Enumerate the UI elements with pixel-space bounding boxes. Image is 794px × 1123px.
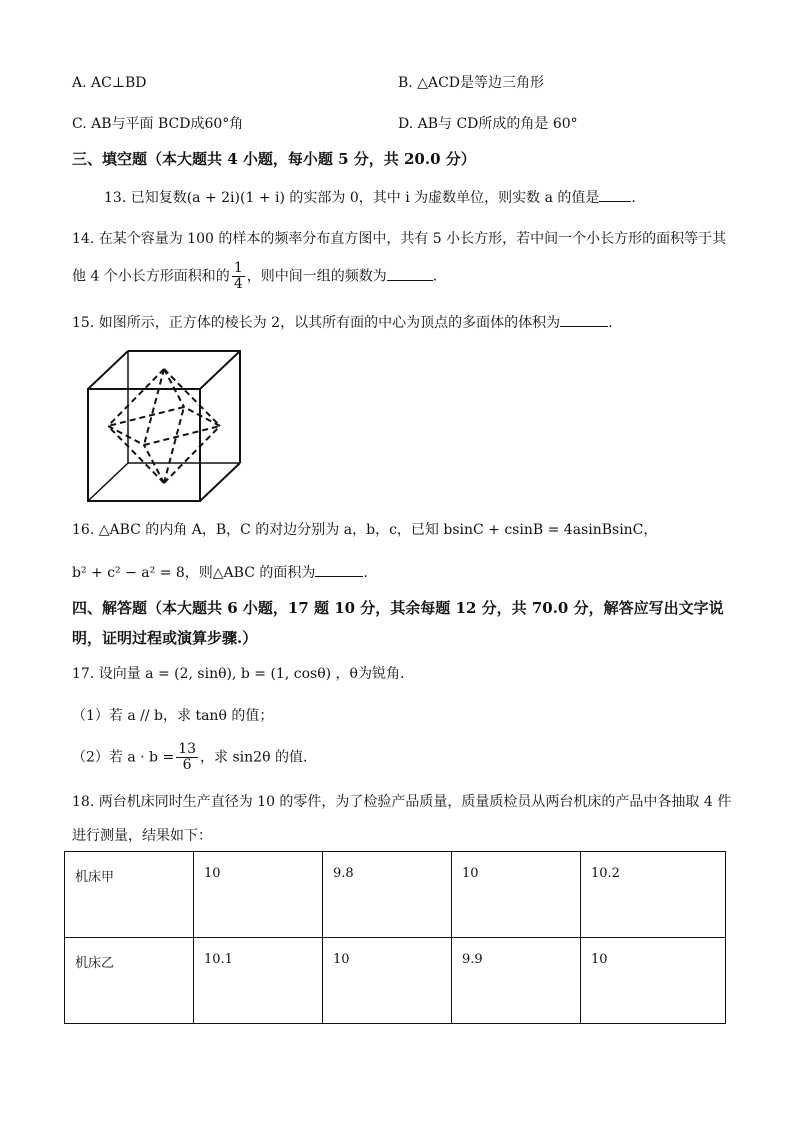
q14-fraction xyxy=(232,261,245,292)
option-c: C. AB与平面 BCD成60°角 xyxy=(72,116,244,132)
q16-end: . xyxy=(363,565,368,581)
q17-part2-pre: （2）若 a · b = xyxy=(72,749,175,766)
section-4-title-line-2: 明，证明过程或演算步骤.） xyxy=(72,629,258,647)
table-cell: 10 xyxy=(581,938,726,1024)
q14-answer-blank xyxy=(387,266,433,281)
q14-frac-den: 4 xyxy=(233,276,243,292)
table-cell: 10 xyxy=(194,852,323,938)
cube-octahedron-figure xyxy=(80,347,245,507)
table-cell: 10.1 xyxy=(194,938,323,1024)
question-17-part-1: （1）若 a // b，求 tanθ 的值； xyxy=(72,708,274,724)
cube-hidden-edge-d xyxy=(88,463,128,501)
q15-answer-blank xyxy=(560,312,608,327)
q14-end: . xyxy=(432,268,438,285)
question-17-part-2 xyxy=(72,742,307,773)
question-18-line-2: 进行测量，结果如下： xyxy=(72,828,212,844)
q17-frac-num: 13 xyxy=(178,741,197,757)
q15-text: 15. 如图所示，正方体的棱长为 2，以其所有面的中心为顶点的多面体的体积为 xyxy=(72,315,561,331)
q13-answer-blank xyxy=(599,187,631,202)
cube-edge-tr xyxy=(200,351,240,389)
table-cell: 9.9 xyxy=(452,938,581,1024)
q15-end: . xyxy=(608,315,613,331)
option-b: B. △ACD是等边三角形 xyxy=(398,75,545,91)
table-cell: 10 xyxy=(323,938,452,1024)
question-16-line-1: 16. △ABC 的内角 A，B，C 的对边分别为 a，b，c，已知 bsinC + csinB = 4asinBsinC， xyxy=(72,522,658,538)
q17-frac-den: 6 xyxy=(182,757,192,773)
measurement-table xyxy=(64,851,726,1024)
table-cell: 机床甲 xyxy=(65,852,194,938)
option-d: D. AB与 CD所成的角是 60° xyxy=(398,116,578,132)
table-row xyxy=(65,852,726,938)
option-a: A. AC⊥BD xyxy=(72,75,147,91)
cube-edge-tl xyxy=(88,351,128,389)
q14-frac-num: 1 xyxy=(233,260,243,276)
q14-text-pre: 他 4 个小长方形面积和的 xyxy=(72,268,230,285)
question-18-line-1: 18. 两台机床同时生产直径为 10 的零件，为了检验产品质量，质量质检员从两台机床的产品中各抽取 4 件 xyxy=(72,794,732,810)
q17-fraction xyxy=(176,742,198,773)
q16-text: b² + c² − a² = 8，则△ABC 的面积为 xyxy=(72,565,316,581)
q14-text-post: ，则中间一组的频数为 xyxy=(246,268,387,285)
q13-text: 13. 已知复数(a + 2i)(1 + i) 的实部为 0，其中 i 为虚数单位，则实数 a 的值是 xyxy=(104,190,600,206)
question-15 xyxy=(72,312,613,333)
table-row xyxy=(65,938,726,1024)
q16-answer-blank xyxy=(315,562,363,577)
table-cell: 机床乙 xyxy=(65,938,194,1024)
cube-edge-br xyxy=(200,463,240,501)
section-3-title: 三、填空题（本大题共 4 小题，每小题 5 分，共 20.0 分） xyxy=(72,150,476,168)
table-cell: 9.8 xyxy=(323,852,452,938)
question-13 xyxy=(104,187,636,208)
question-16-line-2 xyxy=(72,562,368,583)
q13-end: . xyxy=(631,190,636,206)
q17-part2-post: ，求 sin2θ 的值. xyxy=(200,749,308,766)
question-14-line-1: 14. 在某个容量为 100 的样本的频率分布直方图中，共有 5 小长方形，若中间一个小长方形的面积等于其 xyxy=(72,231,727,247)
table-cell: 10.2 xyxy=(581,852,726,938)
section-4-title-line-1: 四、解答题（本大题共 6 小题，17 题 10 分，其余每题 12 分，共 70.0 分，解答应写出文字说 xyxy=(72,599,724,617)
table-cell: 10 xyxy=(452,852,581,938)
question-14-line-2 xyxy=(72,261,437,292)
question-17-stem: 17. 设向量 a = (2, sinθ), b = (1, cosθ) ，θ为锐角. xyxy=(72,666,405,682)
